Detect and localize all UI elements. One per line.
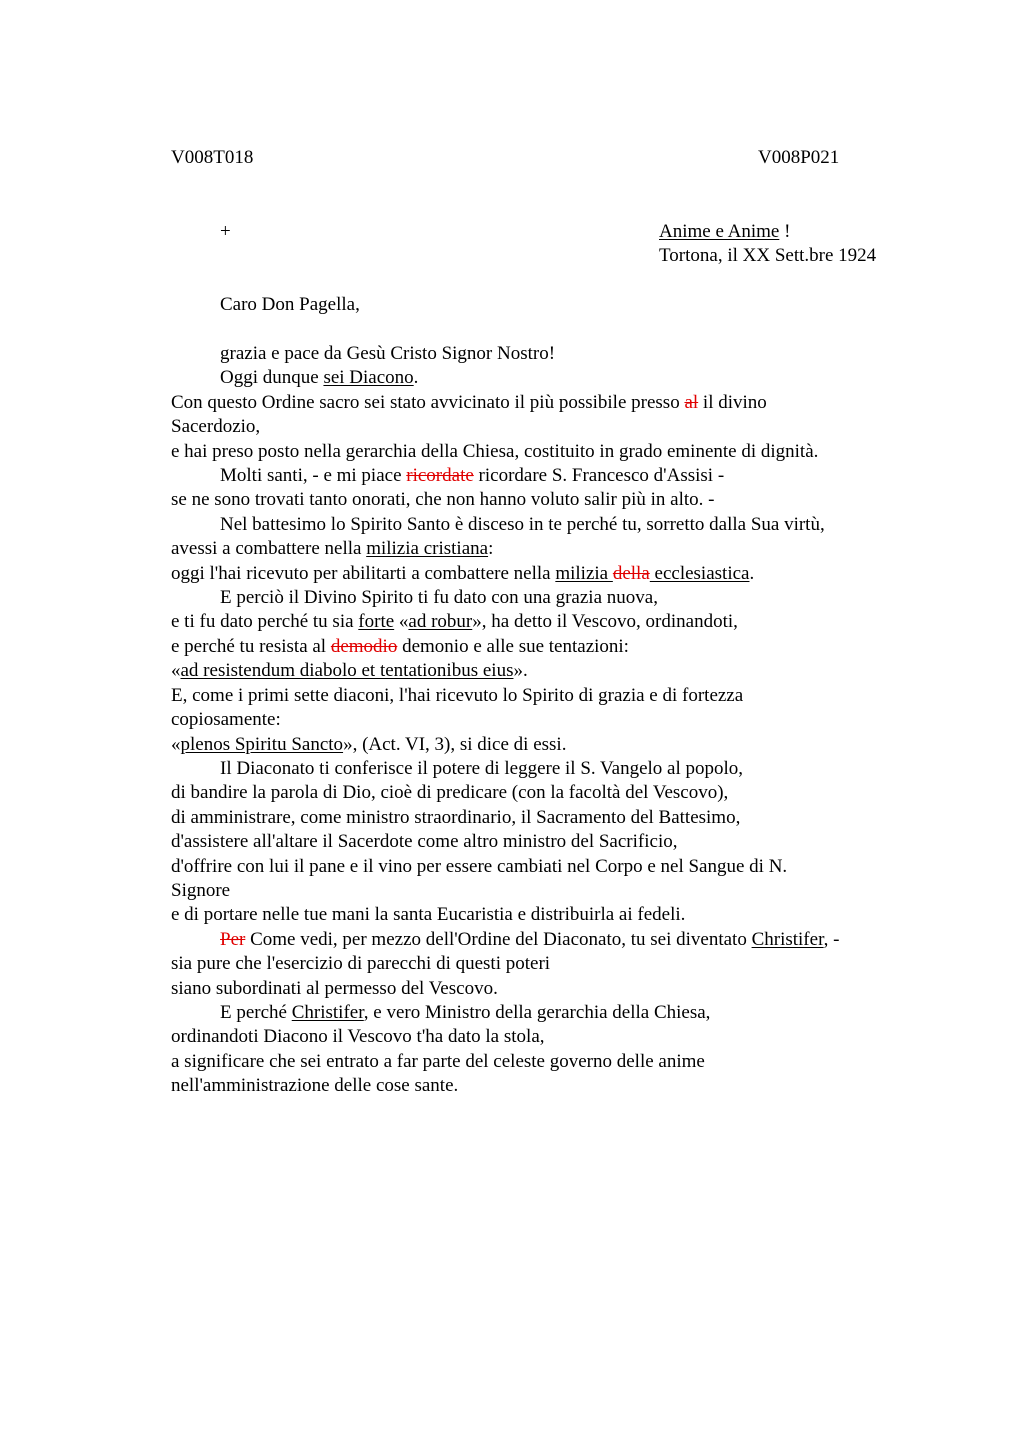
- body-line: di bandire la parola di Dio, cioè di predicare (con la facoltà del Vescovo),: [171, 782, 729, 804]
- underlined-phrase: Christifer: [291, 1001, 364, 1023]
- underlined-phrase: Christifer: [751, 928, 824, 950]
- place-date: Tortona, il XX Sett.bre 1924: [659, 245, 877, 266]
- body-line: d'assistere all'altare il Sacerdote come altro ministro del Sacrificio,: [171, 831, 678, 853]
- header-code-right: V008P021: [758, 147, 840, 168]
- title-suffix: !: [779, 221, 791, 242]
- letter-title: [659, 220, 790, 244]
- body-line: Sacerdozio,: [171, 416, 261, 438]
- underlined-phrase: ad robur: [408, 611, 473, 633]
- body-line: sia pure che l'esercizio di parecchi di questi poteri: [171, 953, 551, 975]
- body-line: Molti santi, - e mi piace ricordate ricordare S. Francesco d'Assisi -: [220, 465, 725, 487]
- deleted-text: Per: [220, 928, 246, 950]
- body-line: di amministrare, come ministro straordinario, il Sacramento del Battesimo,: [171, 806, 741, 828]
- body-line: avessi a combattere nella milizia cristiana:: [171, 538, 494, 560]
- deleted-text: della: [612, 562, 650, 584]
- body-line: Per Come vedi, per mezzo dell'Ordine del Diaconato, tu sei diventato Christifer, -: [220, 928, 840, 950]
- body-line: grazia e pace da Gesù Cristo Signor Nostro!: [220, 343, 556, 364]
- body-line: oggi l'hai ricevuto per abilitarti a combattere nella milizia della ecclesiastica.: [171, 562, 755, 584]
- deleted-text: demodio: [330, 635, 398, 657]
- body-line: Con questo Ordine sacro sei stato avvicinato il più possibile presso al il divino: [171, 391, 767, 413]
- body-line: E, come i primi sette diaconi, l'hai ricevuto lo Spirito di grazia e di fortezza: [171, 684, 744, 706]
- underlined-phrase: milizia cristiana: [366, 538, 489, 560]
- body-line: nell'amministrazione delle cose sante.: [171, 1075, 459, 1097]
- body-line: Il Diaconato ti conferisce il potere di leggere il S. Vangelo al popolo,: [220, 757, 744, 779]
- body-line: se ne sono trovati tanto onorati, che non hanno voluto salir più in alto. -: [171, 489, 715, 511]
- letter-body: [171, 342, 911, 1099]
- body-line: copiosamente:: [171, 709, 281, 731]
- title-text: Anime e Anime: [659, 221, 780, 242]
- underlined-phrase: sei Diacono: [323, 367, 414, 389]
- underlined-phrase: ecclesiastica: [649, 562, 750, 584]
- cross-symbol: +: [220, 221, 231, 242]
- body-line: E perché Christifer, e vero Ministro della gerarchia della Chiesa,: [220, 1001, 711, 1023]
- body-line: Signore: [171, 879, 231, 901]
- body-line: d'offrire con lui il pane e il vino per essere cambiati nel Corpo e nel Sangue di N.: [171, 855, 788, 877]
- body-line: «ad resistendum diabolo et tentationibus eius».: [171, 660, 528, 682]
- body-line: siano subordinati al permesso del Vescovo.: [171, 977, 498, 999]
- header-code-left: V008T018: [171, 147, 254, 168]
- body-line: e hai preso posto nella gerarchia della Chiesa, costituito in grado eminente di dignità.: [171, 440, 819, 462]
- body-line: e di portare nelle tue mani la santa Eucaristia e distribuirla ai fedeli.: [171, 904, 686, 926]
- body-line: Oggi dunque sei Diacono.: [220, 367, 419, 389]
- underlined-phrase: milizia: [555, 562, 613, 584]
- body-line: e perché tu resista al demodio demonio e alle sue tentazioni:: [171, 635, 629, 657]
- body-line: Nel battesimo lo Spirito Santo è disceso in te perché tu, sorretto dalla Sua virtù,: [220, 513, 825, 535]
- body-line: E perciò il Divino Spirito ti fu dato con una grazia nuova,: [220, 587, 658, 609]
- body-line: ordinandoti Diacono il Vescovo t'ha dato la stola,: [171, 1026, 545, 1048]
- body-line: a significare che sei entrato a far parte del celeste governo delle anime: [171, 1050, 705, 1072]
- deleted-text: ricordate: [406, 465, 474, 487]
- underlined-phrase: plenos Spiritu Sancto: [180, 733, 344, 755]
- body-line: e ti fu dato perché tu sia forte «ad robur», ha detto il Vescovo, ordinandoti,: [171, 611, 738, 633]
- salutation: Caro Don Pagella,: [220, 294, 360, 315]
- underlined-phrase: forte: [358, 611, 395, 633]
- deleted-text: al: [684, 391, 699, 413]
- underlined-phrase: ad resistendum diabolo et tentationibus eius: [180, 660, 514, 682]
- body-line: «plenos Spiritu Sancto», (Act. VI, 3), si dice di essi.: [171, 733, 567, 755]
